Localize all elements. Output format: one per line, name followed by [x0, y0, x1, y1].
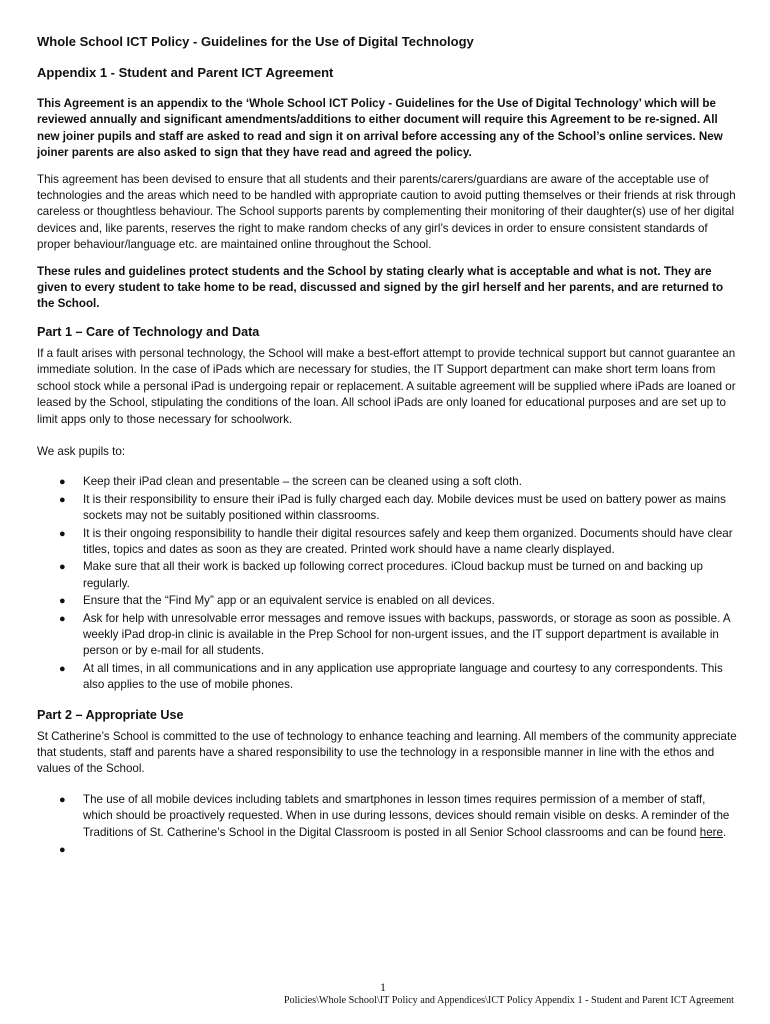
list-item-text: Make sure that all their work is backed up following correct procedures. iCloud backup must be turned on and backing up regularly. [83, 560, 703, 590]
list-item-text: The use of all mobile devices including tablets and smartphones in lesson times requires permission of a member of staff, which should be proactively requested. When in use during lessons, devices should remain visible on desks. A reminder of the Traditions of St. Catherine’s School in the Digital Classroom is posted in all Senior School classrooms and can be found [83, 792, 730, 839]
bullet-icon: ● [59, 793, 66, 806]
list-item-empty [37, 842, 737, 858]
list-item-text: Keep their iPad clean and presentable – the screen can be cleaned using a soft cloth. [83, 475, 522, 489]
list-item-text: Ensure that the “Find My” app or an equivalent service is enabled on all devices. [83, 594, 495, 608]
part1-heading: Part 1 – Care of Technology and Data [37, 324, 260, 339]
part2-paragraph: St Catherine’s School is committed to the use of technology to enhance teaching and learning. All members of the community appreciate that students, staff and parents have a shared responsibility to use the technology in a responsible manner in line with the ethos and values of the School. [37, 729, 737, 776]
list-item-end: . [722, 825, 727, 839]
bullet-icon: ● [59, 844, 66, 857]
bullet-icon: ● [59, 595, 66, 608]
bullet-icon: ● [59, 476, 66, 489]
appendix-title: Appendix 1 - Student and Parent ICT Agreement [37, 65, 334, 80]
document-title: Whole School ICT Policy - Guidelines for the Use of Digital Technology [37, 34, 474, 49]
list-item-text: It is their responsibility to ensure their iPad is fully charged each day. Mobile devices must be used on battery power as mains sockets may not be suitably positioned within classrooms. [83, 492, 726, 523]
document-page [37, 34, 737, 859]
footer-file-path: Policies\Whole School\IT Policy and Appendices\ICT Policy Appendix 1 - Student and Parent ICT Agreement [283, 995, 734, 1006]
part2-bullet-list [37, 792, 737, 859]
part2-heading: Part 2 – Appropriate Use [37, 707, 184, 722]
list-item [37, 593, 737, 609]
list-item-text: It is their ongoing responsibility to handle their digital resources safely and keep them organized. Documents should have clear titles, topics and dates as soon as they are created. Printed work should have a name clearly displayed. [83, 526, 733, 556]
list-item-text: Ask for help with unresolvable error messages and remove issues with backups, passwords, or storage as soon as possible. A weekly iPad drop-in clinic is available in the Prep School for non-urgent issues, and the IT support department is available in person or by e-mail for all students. [83, 611, 730, 658]
list-item [37, 526, 737, 559]
part1-paragraph: If a fault arises with personal technology, the School will make a best-effort attempt to provide technical support but cannot guarantee an immediate solution. In the case of iPads which are necessary for studies, the IT Support department can make short term loans from school stock while a personal iPad is undergoing repair or replacement. A suitable agreement will be supplied where iPads are loaned or leased by the School, stipulating the conditions of the loan. All school iPads are only loaned for educational purposes and are set up to limit apps only to those necessary for schoolwork. [37, 346, 736, 426]
list-item [37, 474, 737, 490]
list-item [37, 559, 737, 592]
bullet-icon: ● [59, 527, 66, 540]
rules-bold-paragraph: These rules and guidelines protect students and the School by stating clearly what is acceptable and what is not. They are given to every student to take home to be read, discussed and signed by the girl herself and her parents, and are returned to the School. [37, 264, 724, 311]
bullet-icon: ● [59, 662, 66, 675]
bullet-icon: ● [59, 612, 66, 625]
intro-paragraph: This agreement has been devised to ensure that all students and their parents/carers/guardians are aware of the acceptable use of technologies and the areas which need to be handled with appropriate caution to avoid putting themselves or their friends at risk through careless or thoughtless behaviour. The School supports parents by complementing their monitoring of their daughter(s) use of her digital devices and, like parents, reserves the right to make random checks of any girl’s devices in order to ensure consistent standards of proper behaviour/language etc. are maintained online throughout the School. [37, 172, 736, 252]
page-number: 1 [380, 980, 386, 994]
list-item [37, 611, 737, 660]
here-link[interactable]: here [699, 825, 723, 839]
ask-pupils-label: We ask pupils to: [37, 444, 126, 458]
bullet-icon: ● [59, 493, 66, 506]
bullet-icon: ● [59, 561, 66, 574]
list-item [37, 492, 737, 525]
intro-bold-paragraph: This Agreement is an appendix to the ‘Whole School ICT Policy - Guidelines for the Use of Digital Technology’ which will be reviewed annually and significant amendments/additions to either document will require this Agreement to be re-signed. All new joiner pupils and staff are asked to read and sign it on arrival before accessing any of the School’s online services. New joiner parents are also asked to sign that they have read and agreed the policy. [37, 97, 723, 160]
part1-bullet-list [37, 474, 737, 693]
list-item [37, 792, 737, 841]
list-item-text: At all times, in all communications and in any application use appropriate language and courtesy to any correspondents. This also applies to the use of mobile phones. [83, 661, 723, 692]
list-item [37, 661, 737, 694]
